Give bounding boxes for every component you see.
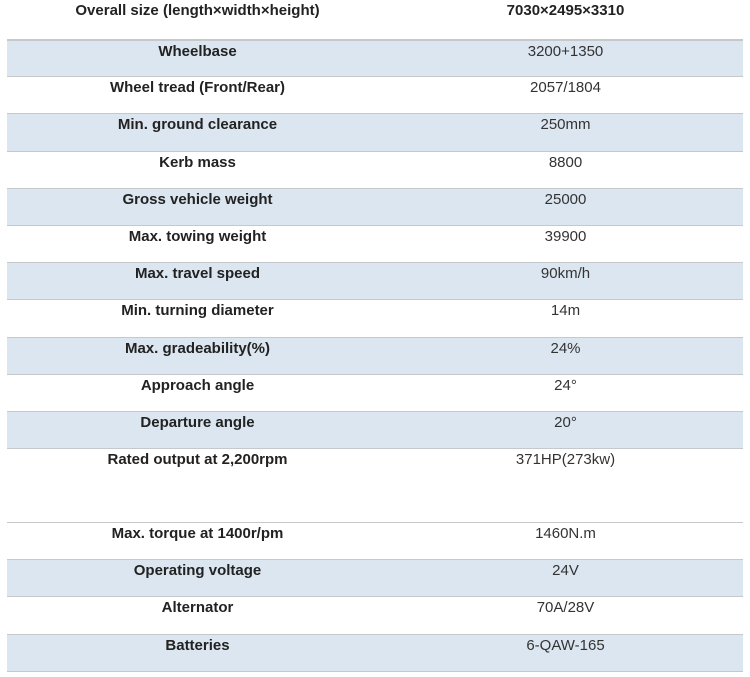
row-label: Kerb mass <box>159 153 236 171</box>
row-value: 24V <box>552 562 579 580</box>
row-label: Max. gradeability(%) <box>124 339 271 357</box>
row-label: Alternator <box>161 599 234 617</box>
table-row-alternator <box>7 597 743 634</box>
row-label: Rated output at 2,200rpm <box>107 451 288 469</box>
table-row-departure-angle <box>7 412 743 449</box>
row-value: 25000 <box>544 190 587 208</box>
table-row-batteries <box>7 635 743 672</box>
row-value: 371HP(273kw) <box>515 451 616 469</box>
table-row-rated-output <box>7 449 743 523</box>
row-value: 70A/28V <box>536 599 595 617</box>
row-label: Min. turning diameter <box>121 302 274 320</box>
row-value: 7030×2495×3310 <box>506 2 625 19</box>
row-value: 20° <box>554 413 577 431</box>
row-label: Departure angle <box>140 413 255 431</box>
table-row-operating-voltage <box>7 560 743 597</box>
spec-table <box>7 0 743 672</box>
table-row-wheel-tread <box>7 77 743 114</box>
table-row-travel-speed <box>7 263 743 300</box>
row-label: Wheelbase <box>158 43 237 60</box>
table-row-max-torque <box>7 523 743 560</box>
row-value: 6-QAW-165 <box>526 636 605 654</box>
row-value: 24° <box>554 376 577 394</box>
table-row-turning-diameter <box>7 300 743 337</box>
row-value: 2057/1804 <box>530 79 601 97</box>
row-value: 24% <box>550 339 581 357</box>
table-row-towing-weight <box>7 226 743 263</box>
row-label: Approach angle <box>140 376 255 394</box>
row-value: 39900 <box>544 227 587 245</box>
row-value: 14m <box>550 302 581 320</box>
row-label: Wheel tread (Front/Rear) <box>109 79 286 97</box>
table-row-overall-size <box>7 0 743 40</box>
row-label: Operating voltage <box>133 562 262 580</box>
row-label: Gross vehicle weight <box>122 190 273 208</box>
row-label: Overall size (length×width×height) <box>75 2 320 19</box>
row-label: Batteries <box>165 636 230 654</box>
row-value: 250mm <box>540 116 591 134</box>
table-row-ground-clearance <box>7 114 743 151</box>
row-value: 3200+1350 <box>527 43 604 60</box>
table-row-gradeability <box>7 338 743 375</box>
table-row-kerb-mass <box>7 152 743 189</box>
row-value: 8800 <box>548 153 583 171</box>
row-label: Max. travel speed <box>134 265 261 283</box>
row-label: Max. towing weight <box>128 227 267 245</box>
row-label: Min. ground clearance <box>117 116 278 134</box>
table-row-wheelbase <box>7 40 743 77</box>
table-row-approach-angle <box>7 375 743 412</box>
table-row-gross-weight <box>7 189 743 226</box>
row-value: 1460N.m <box>535 525 596 543</box>
row-value: 90km/h <box>540 265 591 283</box>
row-label: Max. torque at 1400r/pm <box>111 525 284 543</box>
